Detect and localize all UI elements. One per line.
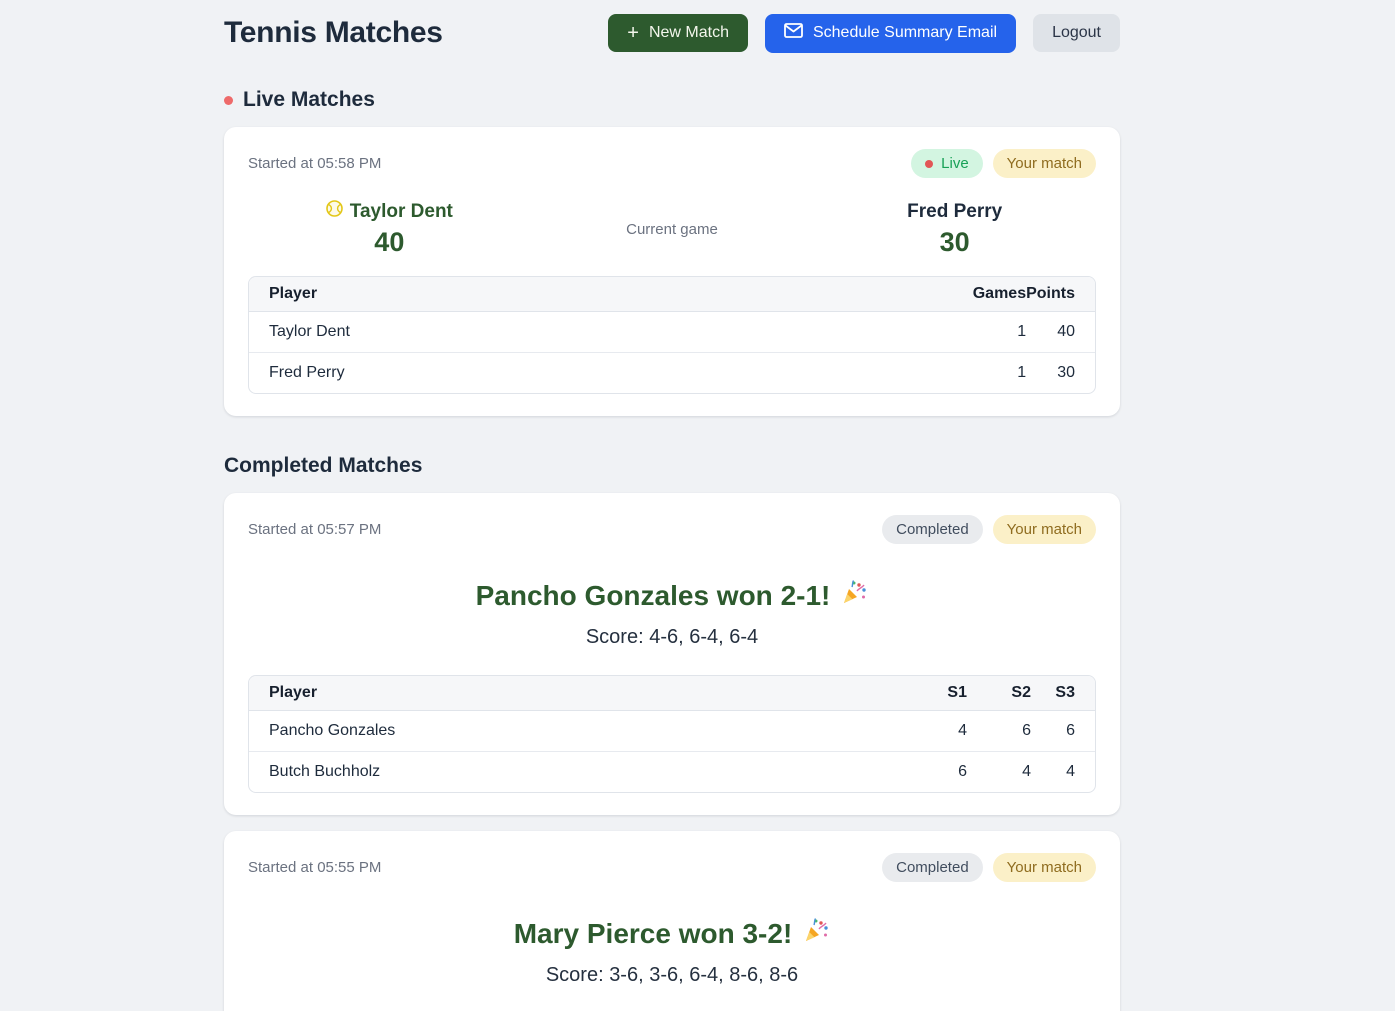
final-score-line: Score: 3-6, 3-6, 6-4, 8-6, 8-6	[545, 964, 799, 986]
table-row	[249, 751, 1095, 792]
envelope-icon	[784, 23, 803, 44]
your-match-badge-label: Your match	[1006, 859, 1082, 876]
player2-block	[813, 201, 1096, 258]
schedule-summary-email-label: Schedule Summary Email	[812, 24, 998, 41]
live-matches-heading	[224, 88, 1120, 112]
player1-points: 40	[374, 227, 405, 257]
badges	[882, 853, 1096, 882]
column-header-s3: S3	[1031, 676, 1095, 711]
completed-status-badge	[882, 853, 983, 882]
live-status-badge-label: Live	[941, 155, 969, 172]
logout-button-label: Logout	[1052, 24, 1101, 41]
completed-matches-heading-label: Completed Matches	[224, 454, 423, 477]
column-header-s2: S2	[967, 676, 1031, 711]
cell-player: Taylor Dent	[269, 323, 350, 340]
table-header-row	[249, 676, 1095, 711]
match-start-time: Started at 05:58 PM	[248, 155, 382, 172]
match-start-time: Started at 05:55 PM	[248, 859, 382, 876]
winner-text: Pancho Gonzales won 2-1!	[475, 579, 831, 611]
column-header-points: Points	[1026, 277, 1095, 312]
winner-announcement	[248, 578, 1096, 613]
completed-matches-heading	[224, 454, 1120, 478]
player2-name	[907, 201, 1002, 223]
winner-text: Mary Pierce won 3-2!	[513, 917, 793, 949]
your-match-badge	[993, 149, 1096, 178]
cell-s3: 4	[1031, 751, 1095, 792]
live-scoreboard	[248, 200, 1096, 258]
red-dot-icon	[925, 160, 933, 168]
new-match-button[interactable]	[608, 14, 748, 52]
your-match-badge	[993, 515, 1096, 544]
completed-status-badge-label: Completed	[896, 859, 969, 876]
live-match-card	[224, 127, 1120, 416]
player1-name-label: Taylor Dent	[349, 200, 453, 222]
live-status-badge	[911, 149, 983, 178]
cell-player: Fred Perry	[249, 352, 962, 393]
cell-s1: 4	[958, 722, 967, 739]
live-match-card-top	[248, 149, 1096, 178]
completed-match-card-top	[248, 853, 1096, 882]
completed-match-card	[224, 493, 1120, 815]
party-popper-icon	[840, 578, 868, 613]
cell-points: 30	[1026, 352, 1095, 393]
new-match-button-label: New Match	[648, 24, 729, 41]
page-container	[224, 0, 1120, 1011]
column-header-player: Player	[249, 676, 903, 711]
cell-player: Butch Buchholz	[249, 751, 903, 792]
player2-points: 30	[939, 226, 970, 257]
badges	[882, 515, 1096, 544]
cell-s1: 6	[903, 751, 967, 792]
column-header-games: Games	[962, 277, 1026, 312]
your-match-badge	[993, 853, 1096, 882]
cell-s3: 6	[1066, 722, 1075, 739]
your-match-badge-label: Your match	[1006, 521, 1082, 538]
cell-points: 40	[1057, 323, 1075, 340]
column-header-player: Player	[249, 277, 962, 312]
badges	[911, 149, 1096, 178]
player1-name	[326, 200, 453, 223]
completed-match-card	[224, 831, 1120, 1011]
cell-player: Pancho Gonzales	[269, 722, 396, 739]
table-header-row	[249, 277, 1095, 312]
header-actions	[608, 14, 1120, 53]
logout-button[interactable]	[1033, 14, 1120, 52]
table-row	[249, 312, 1095, 352]
cell-s2: 6	[1022, 722, 1031, 739]
player1-block	[248, 200, 531, 258]
winner-announcement	[248, 916, 1096, 951]
completed-status-badge	[882, 515, 983, 544]
cell-games: 1	[1017, 323, 1027, 340]
match-start-time: Started at 05:57 PM	[248, 521, 382, 538]
red-dot-icon	[224, 96, 233, 105]
cell-games: 1	[962, 352, 1026, 393]
table-row	[249, 352, 1095, 393]
player2-name-label: Fred Perry	[907, 200, 1003, 222]
your-match-badge-label: Your match	[1006, 155, 1082, 172]
current-game-label: Current game	[626, 220, 718, 238]
final-score-line: Score: 4-6, 6-4, 6-4	[585, 626, 759, 648]
completed-match-table	[248, 675, 1096, 793]
plus-icon: +	[627, 22, 639, 44]
party-popper-icon	[802, 916, 830, 951]
live-matches-heading-label: Live Matches	[243, 88, 375, 111]
page-title: Tennis Matches	[224, 16, 443, 49]
completed-status-badge-label: Completed	[896, 521, 969, 538]
completed-match-card-top	[248, 515, 1096, 544]
table-row	[249, 711, 1095, 751]
page-header	[224, 12, 1120, 54]
column-header-s1: S1	[903, 676, 967, 711]
tennis-ball-icon	[326, 200, 343, 223]
live-match-table	[248, 276, 1096, 394]
cell-s2: 4	[967, 751, 1031, 792]
schedule-summary-email-button[interactable]	[765, 14, 1016, 53]
